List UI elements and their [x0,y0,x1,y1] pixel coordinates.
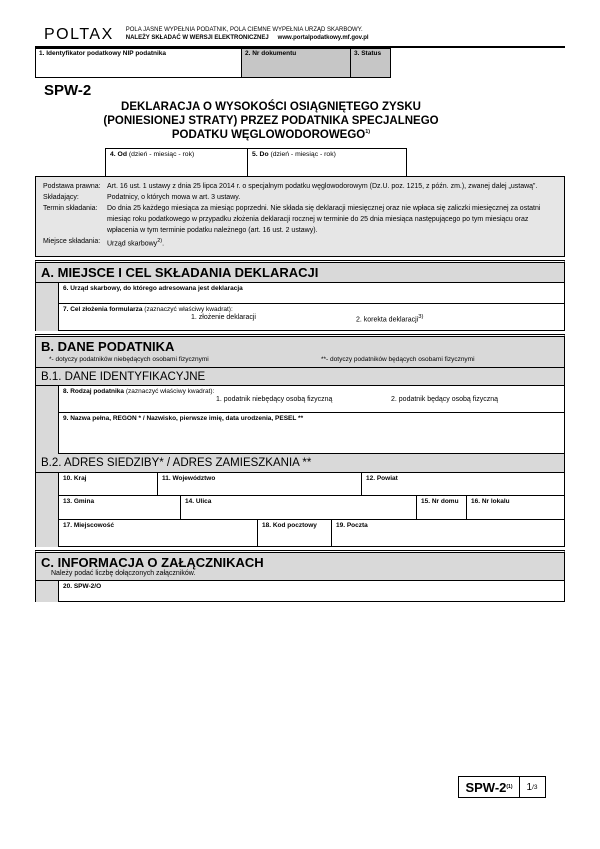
footer-form-code: SPW-2 (1) [458,776,520,798]
section-b2-fields [58,473,564,547]
legal-label: Termin składania: [43,205,98,213]
field-12-county-input[interactable]: 12. Powiat [361,472,565,497]
field-7-label: 7. Cel złożenia formularza (zaznaczyć właściwy kwadrat): [63,306,233,314]
date-from-input[interactable] [105,148,248,177]
field-9-name-input[interactable] [58,412,565,454]
address-row-2 [58,496,564,521]
section-c-subtitle: Należy podać liczbę dołączonych załączników. [51,570,196,578]
section-b1-fields [58,386,564,454]
legal-text: Urząd skarbowy$^{2)}$. [107,237,165,247]
section-c [35,550,565,602]
left-gutter [36,473,58,547]
legal-label: Składający: [43,194,79,202]
field-8-label: 8. Rodzaj podatnika (zaznaczyć właściwy kwadrat): [63,388,215,396]
form-code: SPW-2 [44,82,92,99]
section-b1-body [36,386,564,454]
field-10-country-input[interactable]: 10. Kraj [58,472,159,497]
notice-line2 [126,35,369,43]
form-title-line2: (PONIESIONEJ STRATY) PRZEZ PODATNIKA SPECJALNEGO [103,114,439,127]
left-gutter [36,581,58,602]
address-row-3 [58,520,564,547]
legal-info-box [35,176,565,256]
legal-text: Podatnicy, o których mowa w art. 3 ustawy. [107,194,241,202]
legal-row-place [43,237,554,250]
option-individual[interactable]: 2. podatnik będący osobą fizyczną [391,396,499,404]
legal-text: Do dnia 25 każdego miesiąca za miesiąc poprzedni. Nie składa się deklaracji miesięcznej oraz nie wpłaca się zaliczki miesięcznej za ostatni miesiąc roku podatkowego w przypadku złożenia deklaracji rocznej w terminie do 25 dnia miesiąca następującego po tym miesiącu oraz wpłacenia w tym terminie podatku należnego (art. 16 ust. 2 ustawy). [107,205,541,234]
section-b-notes [49,356,559,363]
form-content [35,24,565,602]
section-c-fields [58,581,564,602]
section-a-body [36,283,564,331]
notice-line1: POLA JASNE WYPEŁNIA PODATNIK, POLA CIEMNE WYPEŁNIA URZĄD SKARBOWY. [125,27,363,33]
form-title-line3: PODATKU WĘGLOWODOROWEGO$^{1)}$ [171,128,371,141]
legal-text: Art. 16 ust. 1 ustawy z dnia 25 lipca 2014 r. o specjalnym podatku węglowodorowym (Dz.U. poz. 1215, z późn. zm.), zwanej dalej „ustawą”. [107,183,538,191]
correction-footnote: 3) [418,314,424,321]
section-c-title: C. INFORMACJA O ZAŁĄCZNIKACH [41,554,264,570]
date-from-label: 4. Od [110,151,127,159]
filling-notice [126,27,369,43]
note-individual: **- dotyczy podatników będących osobami fizycznymi [321,356,475,364]
left-gutter [36,386,58,454]
date-to-input[interactable] [247,148,407,177]
section-c-body [36,581,564,602]
field-11-voivodeship-input[interactable]: 11. Województwo [157,472,363,497]
section-a [35,260,565,331]
legal-row-basis [43,182,554,193]
note-non-individual: *- dotyczy podatników niebędących osobami fizycznymi [49,356,209,364]
field-20-attachments-input[interactable] [58,580,565,602]
section-b2-body [36,473,564,547]
section-b1-header: B.1. DANE IDENTYFIKACYJNE [36,367,564,387]
section-c-header [36,553,564,581]
notice-electronic: NALEŻY SKŁADAĆ W WERSJI ELEKTRONICZNEJ [125,34,269,41]
footer-page-number: 1 /3 [519,776,546,798]
field-15-house-number-input[interactable]: 15. Nr domu [416,495,468,521]
field-nip-label: 1. Identyfikator podatkowy NIP podatnika [39,50,167,57]
date-from-hint: (dzień - miesiąc - rok) [128,151,195,159]
date-to-label: 5. Do [252,151,269,159]
field-19-post-office-input[interactable]: 19. Poczta [331,519,565,547]
section-b-title: B. DANE PODATNIKA [41,339,175,355]
field-7-purpose [58,303,565,331]
footer-page-box [458,776,546,798]
poltax-logo: POLTAX [44,26,114,43]
field-6-label: 6. Urząd skarbowy, do którego adresowana jest deklaracja [63,285,243,293]
form-title [35,101,507,142]
place-footnote: 2) [157,237,163,244]
form-title-line1: DEKLARACJA O WYSOKOŚCI OSIĄGNIĘTEGO ZYSKU [121,101,421,113]
legal-row-filer [43,193,554,204]
field-status [350,48,391,78]
legal-label: Podstawa prawna: [43,183,101,191]
field-16-flat-number-input[interactable]: 16. Nr lokalu [466,495,565,521]
field-8-taxpayer-type [58,385,565,413]
section-a-fields [58,283,564,331]
field-7-options [59,313,564,326]
field-nip-input[interactable] [35,48,242,78]
date-to-hint: (dzień - miesiąc - rok) [270,151,336,159]
portal-url: www.portalpodatkowy.mf.gov.pl [277,34,369,41]
footer-form-code-version: (1) [506,784,513,790]
id-row [35,48,391,78]
field-doc-number [241,48,351,78]
field-doc-label: 2. Nr dokumentu [245,50,297,57]
field-13-commune-input[interactable]: 13. Gmina [58,495,182,521]
left-gutter [36,283,58,331]
field-20-label: 20. SPW-2/O [63,582,102,590]
section-b [35,334,565,547]
legal-label: Miejsce składania: [43,237,101,245]
section-b2-header: B.2. ADRES SIEDZIBY* / ADRES ZAMIESZKANIA ** [36,453,564,473]
legal-row-deadline [43,204,554,237]
field-8-options [59,395,564,408]
field-17-city-input[interactable]: 17. Miejscowość [58,519,259,547]
address-row-1 [58,473,564,497]
option-submit-declaration[interactable]: 1. złożenie deklaracji [191,314,256,322]
masthead [35,24,565,48]
field-9-label: 9. Nazwa pełna, REGON * / Nazwisko, pierwsze imię, data urodzenia, PESEL ** [63,415,304,423]
field-18-postal-code-input[interactable]: 18. Kod pocztowy [257,519,333,547]
option-non-individual[interactable]: 1. podatnik niebędący osobą fizyczną [216,396,333,404]
tax-period-row [105,148,565,177]
section-a-header: A. MIEJSCE I CEL SKŁADANIA DEKLARACJI [36,263,564,283]
section-b-header [36,337,564,367]
field-14-street-input[interactable]: 14. Ulica [180,495,418,521]
option-correct-declaration[interactable]: 2. korekta deklaracji$^{3)}$ [356,314,424,324]
field-6-tax-office-input[interactable] [58,282,565,304]
title-footnote: 1) [365,128,371,135]
field-status-label: 3. Status [354,50,382,57]
